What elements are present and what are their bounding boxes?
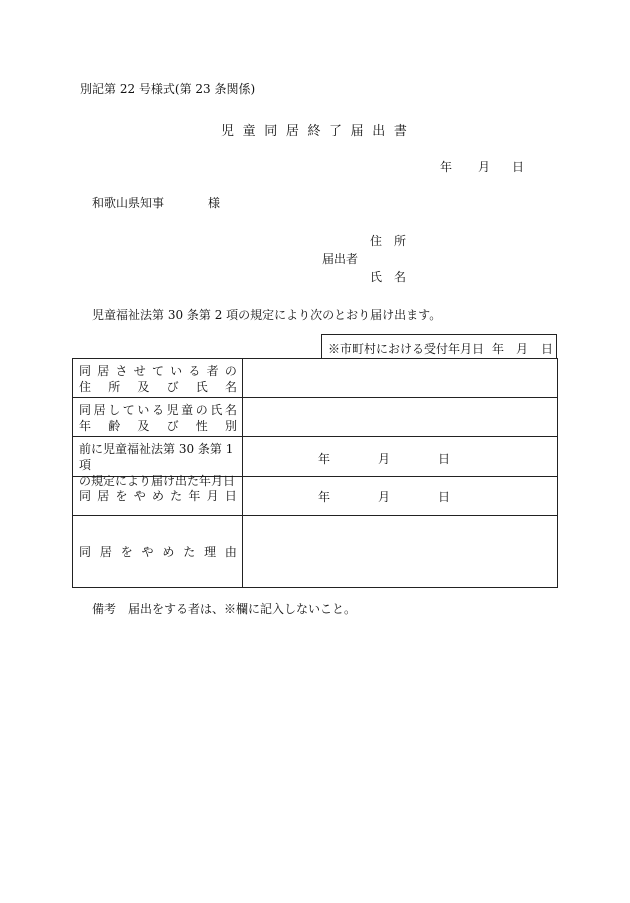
row-divider xyxy=(72,397,558,398)
cohabitant-line2: 住 所 及 び 氏 名 xyxy=(79,380,237,394)
row-child-label xyxy=(79,402,237,434)
name-label: 氏 名 xyxy=(370,270,406,284)
title-char: 終 xyxy=(307,124,321,139)
prior-date xyxy=(318,450,450,467)
receipt-label: ※市町村における受付年月日 xyxy=(328,342,485,356)
title-char: 同 xyxy=(264,124,278,139)
prior-date-day: 日 xyxy=(437,452,450,466)
end-date-day: 日 xyxy=(437,490,450,504)
prior-date-year: 年 xyxy=(318,452,331,466)
column-divider xyxy=(242,358,243,588)
addressee-honorific: 様 xyxy=(208,196,221,210)
date-month: 月 xyxy=(478,160,491,174)
row-divider xyxy=(72,515,558,516)
receipt-day: 日 xyxy=(541,342,554,356)
note: 備考 届出をする者は、※欄に記入しないこと。 xyxy=(92,602,357,616)
prior-line2: の規定により届け出た年月日 xyxy=(79,474,236,488)
date-year: 年 xyxy=(440,160,453,174)
row-cohabitant-label xyxy=(79,363,237,395)
row-end-reason-label: 同 居 を や め た 理 由 xyxy=(79,545,237,559)
form-number: 別記第 22 号様式(第 23 条関係) xyxy=(80,82,256,96)
title-char: 了 xyxy=(329,124,343,139)
title-char: 書 xyxy=(393,124,407,139)
row-end-date-label: 同 居 を や め た 年 月 日 xyxy=(79,489,237,503)
end-date xyxy=(318,488,450,505)
title-char: 童 xyxy=(242,124,256,139)
statement: 児童福祉法第 30 条第 2 項の規定により次のとおり届け出ます。 xyxy=(92,308,442,322)
title-char: 居 xyxy=(285,124,299,139)
end-date-month: 月 xyxy=(377,490,390,504)
date-day: 日 xyxy=(512,160,525,174)
applicant-label: 届出者 xyxy=(322,252,359,266)
title-char: 児 xyxy=(221,124,235,139)
addressee-governor: 和歌山県知事 xyxy=(92,196,165,210)
child-line1: 同 居 し て い る 児 童 の 氏 名 xyxy=(79,403,237,417)
prior-line1: 前に児童福祉法第 30 条第 1 項 xyxy=(79,442,234,472)
receipt-month: 月 xyxy=(516,342,529,356)
title-char: 出 xyxy=(372,124,386,139)
row-divider xyxy=(72,436,558,437)
receipt-year: 年 xyxy=(492,342,505,356)
row-prior-label xyxy=(79,441,237,489)
child-line2: 年 齢 及 び 性 別 xyxy=(79,419,237,433)
prior-date-month: 月 xyxy=(377,452,390,466)
document-title xyxy=(221,120,407,139)
address-label: 住 所 xyxy=(370,234,406,248)
end-date-year: 年 xyxy=(318,490,331,504)
title-char: 届 xyxy=(350,124,364,139)
cohabitant-line1: 同 居 さ せ て い る 者 の xyxy=(79,364,237,378)
